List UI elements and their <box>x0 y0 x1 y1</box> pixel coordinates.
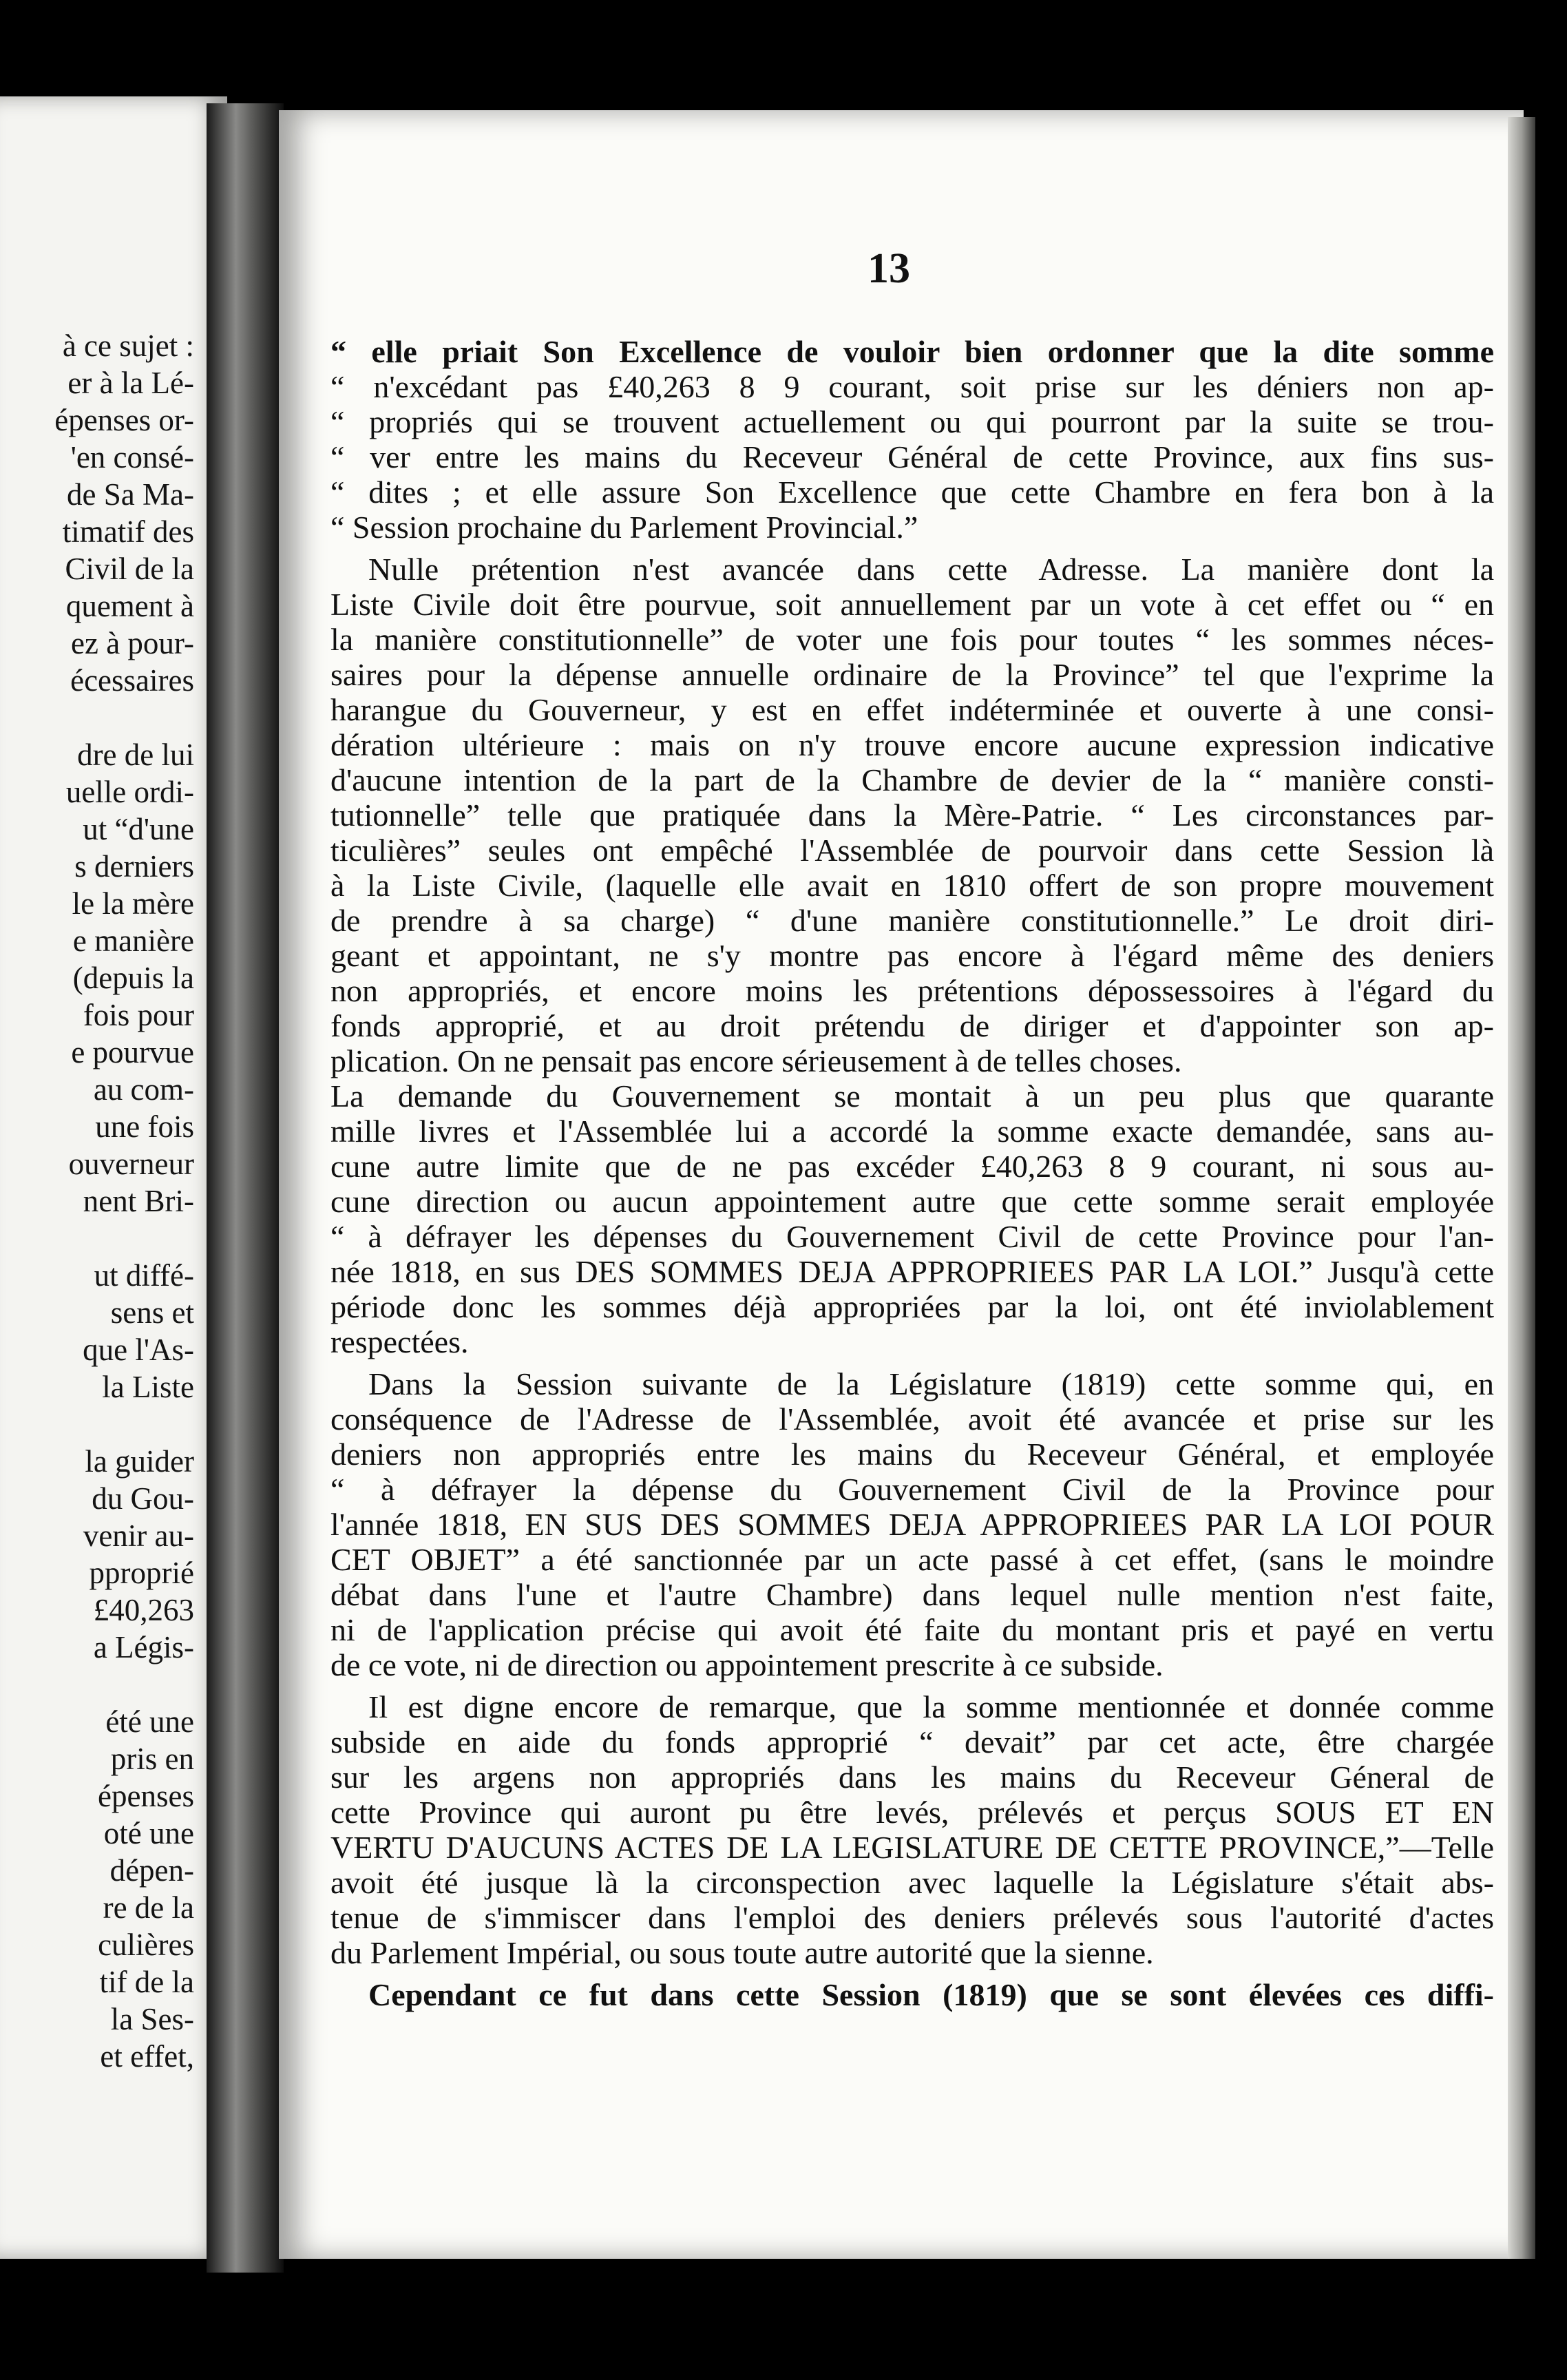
left-page-line: Civil de la <box>65 552 194 586</box>
text-line: “ à défrayer la dépense du Gouvernement Civil de la Province pour <box>330 1472 1494 1507</box>
book-gutter <box>207 103 284 2273</box>
left-page-line: nent Bri- <box>83 1184 194 1218</box>
text-line: respectées. <box>330 1324 469 1359</box>
left-page-line: au com- <box>93 1072 194 1107</box>
paragraph-gap <box>330 1970 1494 1977</box>
text-line: subside en aide du fonds approprié “ devait” par cet acte, être chargée <box>330 1724 1494 1760</box>
previous-page-text <box>0 327 220 2075</box>
text-line: de ce vote, ni de direction ou appointement prescrite à ce subside. <box>330 1647 1164 1682</box>
paragraph-gap <box>330 1359 1494 1366</box>
left-page-line: ut diffé- <box>94 1258 194 1293</box>
text-line: “ à défrayer les dépenses du Gouvernement Civil de cette Province pour l'an- <box>330 1219 1494 1254</box>
text-line: mille livres et l'Assemblée lui a accordé la somme exacte demandée, sans au- <box>330 1114 1494 1149</box>
page-number: 13 <box>867 245 910 292</box>
left-page-line: venir au- <box>83 1518 194 1553</box>
left-page-line: (depuis la <box>72 961 194 995</box>
left-page-line <box>0 1406 220 1443</box>
text-line: deniers non appropriés entre les mains du Receveur Général, et employée <box>330 1437 1494 1472</box>
text-line: l'année 1818, EN SUS DES SOMMES DEJA APPROPRIEES PAR LA LOI POUR <box>330 1507 1494 1542</box>
text-line: “ dites ; et elle assure Son Excellence que cette Chambre en fera bon à la <box>330 474 1494 510</box>
left-page-line: quement à <box>65 589 194 623</box>
text-line: cune autre limite que de ne pas excéder £40,263 8 9 courant, ni sous au- <box>330 1149 1494 1184</box>
text-line: harangue du Gouverneur, y est en effet indéterminée et ouverte à une consi- <box>330 692 1494 727</box>
left-page-line: le la mère <box>72 886 194 921</box>
text-line: “ ver entre les mains du Receveur Général de cette Province, aux fins sus- <box>330 439 1494 474</box>
left-page-line: sens et <box>110 1295 194 1330</box>
page-body-text <box>330 334 1494 2012</box>
left-page-line: uelle ordi- <box>65 775 194 809</box>
text-line: période donc les sommes déjà appropriées par la loi, ont été inviolablement <box>330 1289 1494 1324</box>
text-line: cette Province qui auront pu être levés, prélevés et perçus SOUS ET EN <box>330 1795 1494 1830</box>
text-line: “ elle priait Son Excellence de vouloir bien ordonner que la dite somme <box>330 334 1494 369</box>
text-line: ticulières” seules ont empêché l'Assemblée de pourvoir dans cette Session là <box>330 833 1494 868</box>
left-page-line: pproprié <box>89 1556 194 1590</box>
text-line: avoit été jusque là la circonspection avec laquelle la Législature s'était abs- <box>330 1865 1494 1900</box>
text-line: CET OBJET” a été sanctionnée par un acte passé à cet effet, (sans le moindre <box>330 1542 1494 1577</box>
text-line: “ propriés qui se trouvent actuellement ou qui pourront par la suite se trou- <box>330 404 1494 439</box>
text-line: saires pour la dépense annuelle ordinaire de la Province” tel que l'exprime la <box>330 657 1494 692</box>
left-page-line: pris en <box>110 1742 194 1776</box>
left-page-line: fois pour <box>83 998 194 1032</box>
text-line: VERTU D'AUCUNS ACTES DE LA LEGISLATURE DE CETTE PROVINCE,”—Telle <box>330 1830 1494 1865</box>
left-page-line: dépen- <box>109 1853 194 1888</box>
text-line: La demande du Gouvernement se montait à un peu plus que quarante <box>330 1078 1494 1114</box>
left-page-line: tif de la <box>99 1965 194 1999</box>
left-page-line: et effet, <box>100 2039 194 2074</box>
left-page-line: ez à pour- <box>71 626 194 660</box>
text-line: du Parlement Impérial, ou sous toute autre autorité que la sienne. <box>330 1935 1154 1970</box>
text-line: geant et appointant, ne s'y montre pas encore à l'égard même des deniers <box>330 938 1494 973</box>
text-line: sur les argens non appropriés dans les mains du Receveur Géneral de <box>330 1760 1494 1795</box>
left-page-line: er à la Lé- <box>67 366 194 400</box>
left-page-line: oté une <box>103 1816 194 1850</box>
text-line: Dans la Session suivante de la Législature (1819) cette somme qui, en <box>368 1366 1494 1401</box>
left-page-line <box>0 1666 220 1703</box>
text-line: d'aucune intention de la part de la Chambre de devier de la “ manière consti- <box>330 762 1494 797</box>
left-page-line: culières <box>98 1928 194 1962</box>
text-line: Liste Civile doit être pourvue, soit annuellement par un vote à cet effet ou “ en <box>330 587 1494 622</box>
text-line: à la Liste Civile, (laquelle elle avait en 1810 offert de son propre mouvement <box>330 868 1494 903</box>
left-page-line: dre de lui <box>77 738 194 772</box>
left-page-line: épenses <box>98 1779 194 1813</box>
left-page-line: la Ses- <box>110 2002 194 2036</box>
left-page-line: épenses or- <box>54 403 194 437</box>
left-page-line: la Liste <box>102 1370 194 1404</box>
left-page-line: écessaires <box>70 663 194 698</box>
text-line: ni de l'application précise qui avoit été faite du montant pris et payé en vertu <box>330 1612 1494 1647</box>
text-line: Il est digne encore de remarque, que la somme mentionnée et donnée comme <box>368 1689 1494 1724</box>
left-page-line: été une <box>105 1704 194 1739</box>
previous-page <box>0 96 227 2259</box>
text-line: de prendre à sa charge) “ d'une manière constitutionnelle.” Le droit diri- <box>330 903 1494 938</box>
left-page-line: ut “d'une <box>83 812 194 846</box>
text-line: tenue de s'immiscer dans l'emploi des deniers prélevés sous l'autorité d'actes <box>330 1900 1494 1935</box>
text-line: Nulle prétention n'est avancée dans cette Adresse. La manière dont la <box>368 552 1494 587</box>
text-line: dération ultérieure : mais on n'y trouve encore aucune expression indicative <box>330 727 1494 762</box>
text-line: débat dans l'une et l'autre Chambre) dans lequel nulle mention n'est faite, <box>330 1577 1494 1612</box>
left-page-line: timatif des <box>62 514 194 549</box>
text-line: plication. On ne pensait pas encore sérieusement à de telles choses. <box>330 1043 1182 1078</box>
text-line: tutionnelle” telle que pratiquée dans la Mère-Patrie. “ Les circonstances par- <box>330 797 1494 833</box>
text-line: “ n'excédant pas £40,263 8 9 courant, soit prise sur les déniers non ap- <box>330 369 1494 404</box>
paragraph-gap <box>330 545 1494 552</box>
text-line: non appropriés, et encore moins les prétentions dépossessoires à l'égard du <box>330 973 1494 1008</box>
left-page-line: une fois <box>95 1109 194 1144</box>
left-page-line: e pourvue <box>71 1035 194 1069</box>
left-page-line: de Sa Ma- <box>67 477 194 512</box>
left-page-line: 'en consé- <box>70 440 194 474</box>
text-line: conséquence de l'Adresse de l'Assemblée, avoit été avancée et prise sur les <box>330 1401 1494 1437</box>
left-page-line: s derniers <box>74 849 194 884</box>
left-page-line: a Légis- <box>93 1630 194 1664</box>
paragraph-gap <box>330 1682 1494 1689</box>
text-line: fonds approprié, et au droit prétendu de diriger et d'appointer son ap- <box>330 1008 1494 1043</box>
text-line: cune direction ou aucun appointement autre que cette somme serait employée <box>330 1184 1494 1219</box>
text-line: née 1818, en sus DES SOMMES DEJA APPROPRIEES PAR LA LOI.” Jusqu'à cette <box>330 1254 1494 1289</box>
left-page-line: re de la <box>103 1890 194 1925</box>
left-page-line: que l'As- <box>83 1333 194 1367</box>
left-page-line: à ce sujet : <box>62 328 194 363</box>
left-page-line: e manière <box>72 923 194 958</box>
page-edge <box>1508 117 1535 2259</box>
left-page-line: ouverneur <box>68 1147 194 1181</box>
left-page-line: du Gou- <box>92 1481 194 1516</box>
text-line: “ Session prochaine du Parlement Provincial.” <box>330 510 918 545</box>
left-page-line <box>0 1220 220 1257</box>
text-line: Cependant ce fut dans cette Session (1819) que se sont élevées ces diffi- <box>368 1977 1494 2012</box>
left-page-line: la guider <box>85 1444 194 1479</box>
left-page-line: £40,263 <box>93 1593 194 1627</box>
left-page-line <box>0 699 220 736</box>
text-line: la manière constitutionnelle” de voter une fois pour toutes “ les sommes néces- <box>330 622 1494 657</box>
